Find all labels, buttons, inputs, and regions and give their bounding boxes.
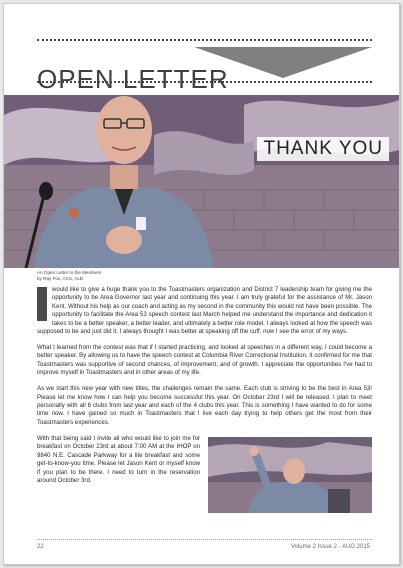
byline-subtitle: An Open Letter to the Members (37, 270, 102, 275)
page-number: 22 (37, 544, 44, 550)
article-paragraph (37, 286, 372, 336)
header-photo (4, 95, 399, 268)
paragraph-text: would like to give a huge thank you to the Toastmasters organization and District 7 leadership team for giving me the opportunity to be Area Governor last year and continuing this year. I am truly grateful for the assistance of Mr. Jason Kent. Without his help as our coach and acting as my second in the community this would not have been possible. The opportunity to facilitate the Area 53 speech contest last March helped me understand the importance and dedication it takes to be a better speaker, a better leader, and ultimately a better role model. I always looked at how the speech was supposed to be and just did it. I always thought I was better at speaking off the cuff, now I see the error of my ways. (37, 286, 372, 336)
article-paragraph: What I learned from the contest was that if I started practicing, and looked at speeches in a different way, I could become a better speaker. By allowing us to have the speech contest at Columbia River Correctional Institution, it confirmed for me that Toastmasters was supportive of second chances, of improvement, and of growth. I appreciate the opportunities I've had to improve myself in Toastmasters and in other areas of my life. (37, 344, 372, 377)
top-dotted-rule (37, 39, 372, 41)
article-paragraph (37, 435, 372, 485)
page-title: OPEN LETTER (37, 64, 229, 95)
byline-author: by Ray Fox, ACS, ALB (37, 276, 83, 281)
photo-caption-thank-you: THANK YOU (257, 137, 389, 161)
article-paragraph: As we start this new year with new titles, the challenges remain the same. Each club is striving to be the best in Area 53! Please let me know how I can help you become successful this year. On October 23rd I will be released. I plan to meet personally with all 6 clubs from last year and each of the 4 clubs this year. This is something I have wanted to do for some time now. I have gained so much in Toastmasters that I live each day trying to help others get the most from their Toastmasters experiences. (37, 385, 372, 426)
speaker-raised-hand-illustration (208, 437, 372, 513)
arrow-down-graphic (194, 47, 372, 78)
article-body (37, 286, 372, 513)
byline (37, 270, 101, 282)
title-dotted-rule (37, 81, 372, 83)
inset-photo (208, 437, 372, 513)
drop-cap-graphic (37, 287, 47, 321)
magazine-page (3, 3, 400, 565)
issue-label: Volume 2 Issue 2 - AUG 2015 (290, 544, 370, 550)
speaker-photo-illustration (4, 95, 399, 268)
paragraph-text: With that being said I invite all who would like to join me for breakfast on October 23rd at about 7:00 AM at the IHOP on 9840 N.E. Cascade Parkway for a lite breakfast and some get-to-know-you time. Please let Jason Kent or myself know if you plan to be there. I need to turn in the reservation around October 3rd. (37, 434, 200, 484)
footer-dotted-rule (37, 539, 372, 540)
